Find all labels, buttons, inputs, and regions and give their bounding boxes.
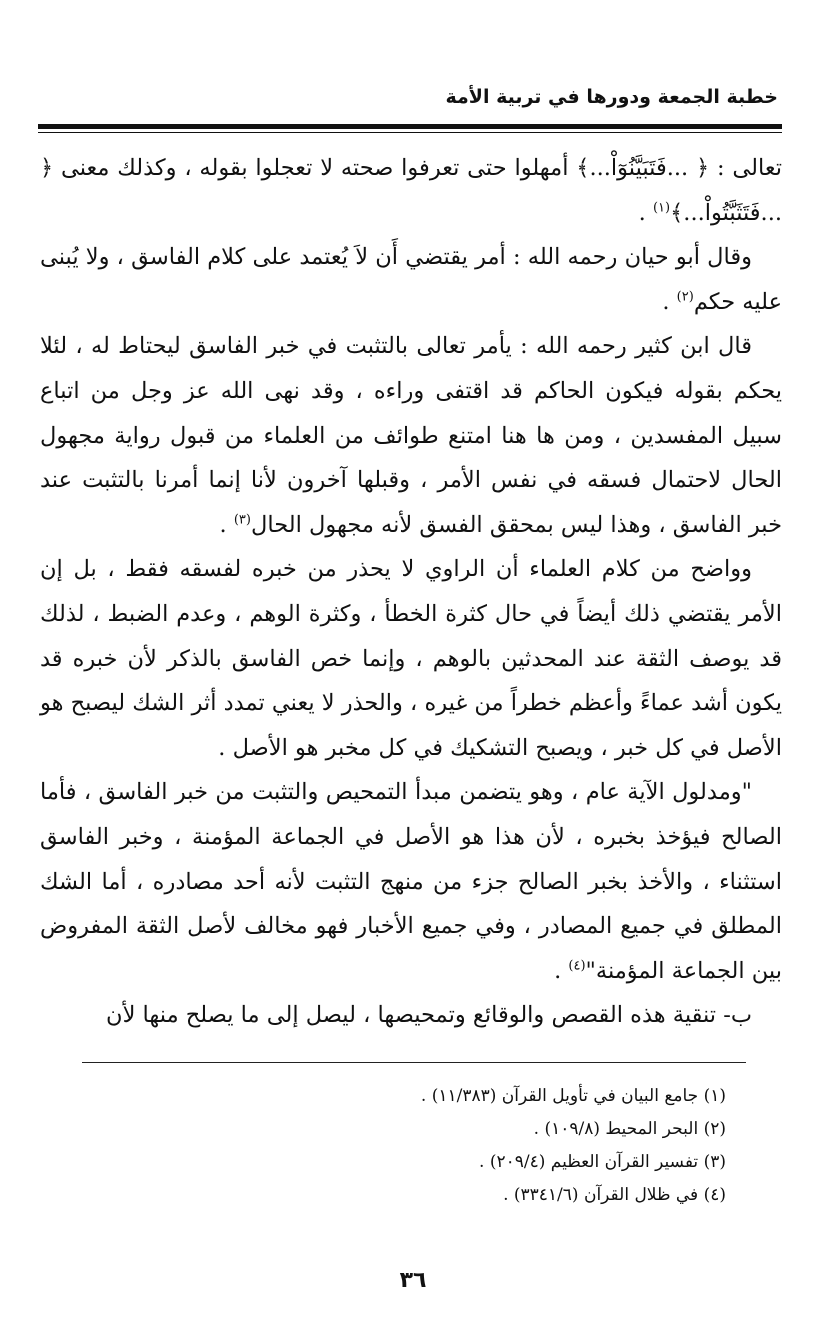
footnote-ref: (١) [652,200,671,216]
paragraph-text: تعالى : ﴿ ...فَتَبَيَّنُوٓاْ...﴾ أمهلوا حتى تعرفوا صحته لا تعجلوا بقوله ، وكذلك معنى ﴿ ...فَتَثَبَّتُواْ...﴾ [40,155,782,226]
paragraph-text: ب- تنقية هذه القصص والوقائع وتمحيصها ، ليصل إلى ما يصلح منها لأن [106,1002,752,1029]
paragraph-tail: . [554,957,569,984]
paragraph-tail: . [638,199,653,226]
footnote: (٢) البحر المحيط (١٠٩/٨) . [533,1119,726,1139]
paragraph-text: وقال أبو حيان رحمه الله : أمر يقتضي أَن لاَ يُعتمد على كلام الفاسق ، ولا يُبنى عليه حكم [40,244,782,315]
paragraph-tail: . [219,511,234,538]
header-rule-thick [38,124,782,129]
footnote: (١) جامع البيان في تأويل القرآن (١١/٣٨٣) . [420,1086,726,1106]
footnotes [40,1080,726,1212]
footnote: (٣) تفسير القرآن العظيم (٢٠٩/٤) . [479,1152,726,1172]
paragraph [40,770,782,993]
footnote-ref: (٣) [233,512,251,528]
running-header: خطبة الجمعة ودورها في تربية الأمة [445,86,778,108]
paragraph-tail: . [662,288,677,315]
paragraph [40,324,782,547]
paragraph-text: وواضح من كلام العلماء أن الراوي لا يحذر من خبره لفسقه فقط ، بل إن الأمر يقتضي ذلك أيضاً في حال كثرة الخطأ ، وكثرة الوهم ، وعدم الضبط ، لذلك قد يوصف الثقة عند المحدثين بالوهم ، وإنما خص الفاسق بالذكر لأن خبره قد يكون أشد عماءً وأعظم خطراً من غيره ، والحذر لا يعني تمدد أثر الشك ليصبح هو الأصل في كل خبر ، ويصبح التشكيك في كل مخبر هو الأصل . [40,556,782,761]
footnote-ref: (٢) [676,289,694,305]
paragraph-text: قال ابن كثير رحمه الله : يأمر تعالى بالتثبت في خبر الفاسق ليحتاط له ، لئلا يحكم بقوله فيكون الحاكم قد اقتفى وراءه ، وقد نهى الله عز وجل من اتباع سبيل المفسدين ، ومن ها هنا امتنع طوائف من العلماء من قبول رواية مجهول الحال لاحتمال فسقه في نفس الأمر ، وقبلها آخرون لأنا إنما أمرنا بالتثبت عند خبر الفاسق ، وهذا ليس بمحقق الفسق لأنه مجهول الحال [40,333,782,538]
footnote-rule [82,1062,746,1063]
paragraph [40,146,782,235]
paragraph [40,547,782,770]
paragraph-text: "ومدلول الآية عام ، وهو يتضمن مبدأ التمحيص والتثبت من خبر الفاسق ، فأما الصالح فيؤخذ بخبره ، لأن هذا هو الأصل في الجماعة المؤمنة ، وخبر الفاسق استثناء ، والأخذ بخبر الصالح جزء من منهج التثبت لأنه أحد مصادره ، أما الشك المطلق في جميع المصادر ، وفي جميع الأخبار فهو مخالف لأصل الثقة المفروض بين الجماعة المؤمنة" [40,779,782,984]
footnote-ref: (٤) [568,958,586,974]
header-rule-thin [38,132,782,133]
body-text [40,146,782,1038]
footnote: (٤) في ظلال القرآن (٣٣٤١/٦) . [503,1185,726,1205]
paragraph [40,235,782,324]
page-number: ٣٦ [399,1268,427,1293]
paragraph [40,993,782,1038]
